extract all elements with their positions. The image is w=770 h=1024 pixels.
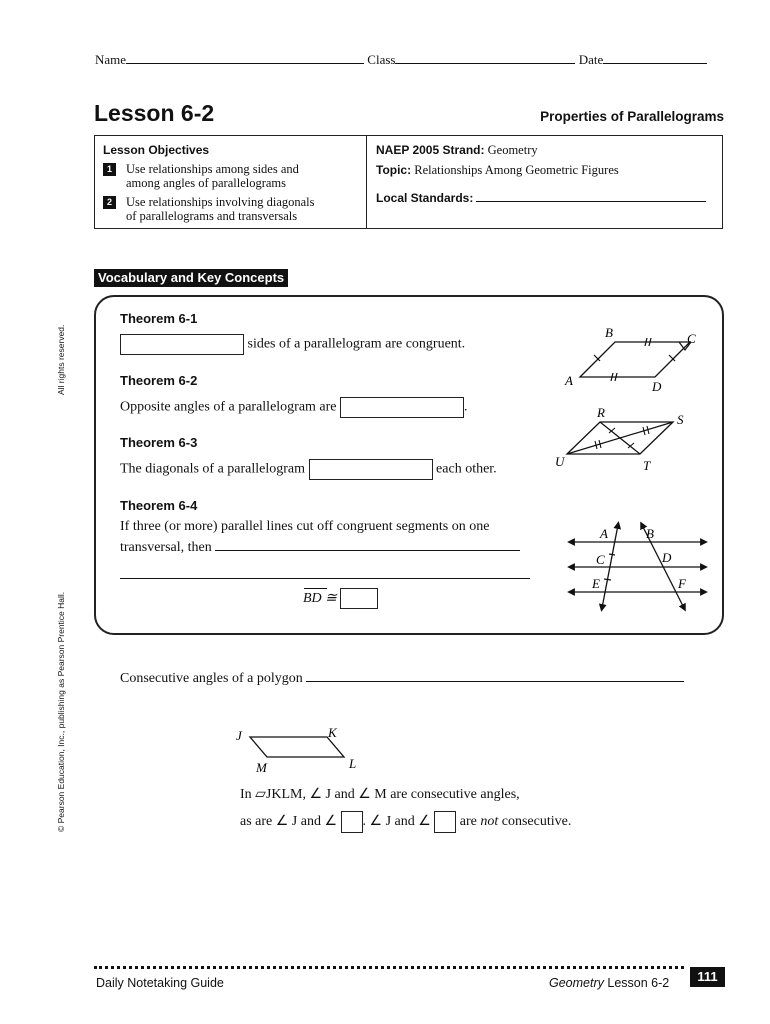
point-label-a: A [600,526,608,541]
vertex-label-j: J [236,728,242,743]
theorem-6-4-congruence [303,588,378,609]
naep-strand-label: NAEP 2005 Strand: [376,143,485,157]
theorem-6-2-answer-box[interactable] [340,397,464,418]
objective-number-badge: 2 [103,196,116,209]
theorem-6-4-line2-text: transversal, then [120,540,212,555]
consecutive-line2-part-b: . ∠ J and ∠ [362,814,431,830]
theorem-6-2-title: Theorem 6-2 [120,373,198,388]
objective-1-line2: among angles of parallelograms [126,176,287,190]
point-label-d: D [662,550,672,565]
consecutive-angles-label: Consecutive angles of a polygon [120,671,303,686]
consecutive-angles-answer-line[interactable] [306,669,684,682]
consecutive-answer-box-1[interactable] [341,811,363,833]
theorem-6-3-text [120,459,497,480]
vocab-banner: Vocabulary and Key Concepts [94,269,288,287]
class-field[interactable] [395,51,575,64]
vertex-label-m: M [256,760,267,775]
naep-topic-value: Relationships Among Geometric Figures [414,163,619,177]
local-standards-field[interactable] [476,189,706,202]
vertex-label-t: T [643,458,651,473]
objective-1-line1: Use relationships among sides and [126,162,299,176]
objective-2-line1: Use relationships involving diagonals [126,195,315,209]
local-standards-label: Local Standards: [376,191,474,205]
footer-course-name: Geometry [549,976,604,990]
consecutive-angles-definition [120,669,684,687]
vertex-label-s: S [677,412,684,427]
theorem-6-4-answer-box[interactable] [340,588,378,609]
footer-lesson-number: Lesson 6-2 [607,976,670,990]
date-label: Date [578,52,604,67]
point-label-b: B [646,526,654,541]
naep-strand [376,143,538,158]
theorem-6-3-statement: The diagonals of a parallelogram [120,461,306,477]
theorem-6-3-statement-end: each other. [436,461,497,477]
consecutive-line2-part-a: as are ∠ J and ∠ [240,814,338,830]
vertex-label-k: K [328,725,337,740]
figure-parallelogram-jklm [232,722,362,777]
objectives-box [94,135,723,229]
naep-strand-value: Geometry [487,143,538,157]
theorem-6-2-period: . [464,399,468,415]
local-standards [376,189,706,206]
theorem-6-4-answer-line-2[interactable] [120,578,530,579]
footer-lesson-ref [549,976,669,990]
vertex-label-c: C [687,331,696,346]
naep-topic [376,163,619,178]
bd-overline [304,588,327,589]
theorem-6-1-title: Theorem 6-1 [120,311,198,326]
theorem-6-3-answer-box[interactable] [309,459,433,480]
vertex-label-r: R [597,405,605,420]
class-label: Class [367,52,396,67]
consecutive-line2-not: not [480,814,499,830]
lesson-subtitle: Properties of Parallelograms [540,109,724,124]
theorem-6-1-answer-box[interactable] [120,334,244,355]
theorem-6-1-text [120,334,465,355]
vertex-label-a: A [565,373,573,388]
objective-1 [103,162,299,190]
objective-2 [103,195,315,223]
point-label-c: C [596,552,605,567]
naep-topic-label: Topic: [376,163,412,177]
header-fields [95,51,707,68]
side-rights-text: All rights reserved. [56,324,66,395]
objectives-heading: Lesson Objectives [103,143,210,157]
name-field[interactable] [126,51,364,64]
date-field[interactable] [603,51,707,64]
side-copyright-text: © Pearson Education, Inc., publishing as Pearson Prentice Hall. [56,591,66,832]
theorem-6-4-answer-line-1[interactable] [215,538,520,551]
consecutive-answer-box-2[interactable] [434,811,456,833]
vertex-label-l: L [349,756,357,771]
figure-parallel-lines [566,520,711,615]
theorem-6-2-statement: Opposite angles of a parallelogram are [120,399,337,415]
footer-guide-title: Daily Notetaking Guide [96,976,224,990]
consecutive-example-line2 [240,811,571,833]
consecutive-line2-part-c: are [459,814,477,830]
objective-2-line2: of parallelograms and transversals [126,209,298,223]
consecutive-line2-part-d: consecutive. [501,814,572,830]
point-label-f: F [678,576,686,591]
objectives-divider [366,136,367,228]
theorem-6-1-statement: sides of a parallelogram are congruent. [247,336,466,352]
footer-dotted-rule [94,966,684,969]
figure-parallelogram-rstu [545,402,695,477]
vertex-label-u: U [555,454,565,469]
theorem-6-2-text [120,397,468,418]
lesson-title: Lesson 6-2 [94,100,215,126]
objective-number-badge: 1 [103,163,116,176]
theorem-6-3-title: Theorem 6-3 [120,435,198,450]
consecutive-example-line1: In ▱JKLM, ∠ J and ∠ M are consecutive angles, [240,787,520,802]
theorem-6-4-line1: If three (or more) parallel lines cut off congruent segments on one [120,519,490,534]
vertex-label-d: D [652,379,662,394]
name-label: Name [95,52,127,67]
figure-parallelogram-abcd [555,322,705,397]
page-number-badge: 111 [690,967,725,987]
theorem-6-4-title: Theorem 6-4 [120,498,198,513]
vertex-label-b: B [605,325,613,340]
point-label-e: E [592,576,600,591]
theorem-6-4-line2 [120,538,520,556]
bd-congruent-text: BD ≅ [303,590,337,606]
